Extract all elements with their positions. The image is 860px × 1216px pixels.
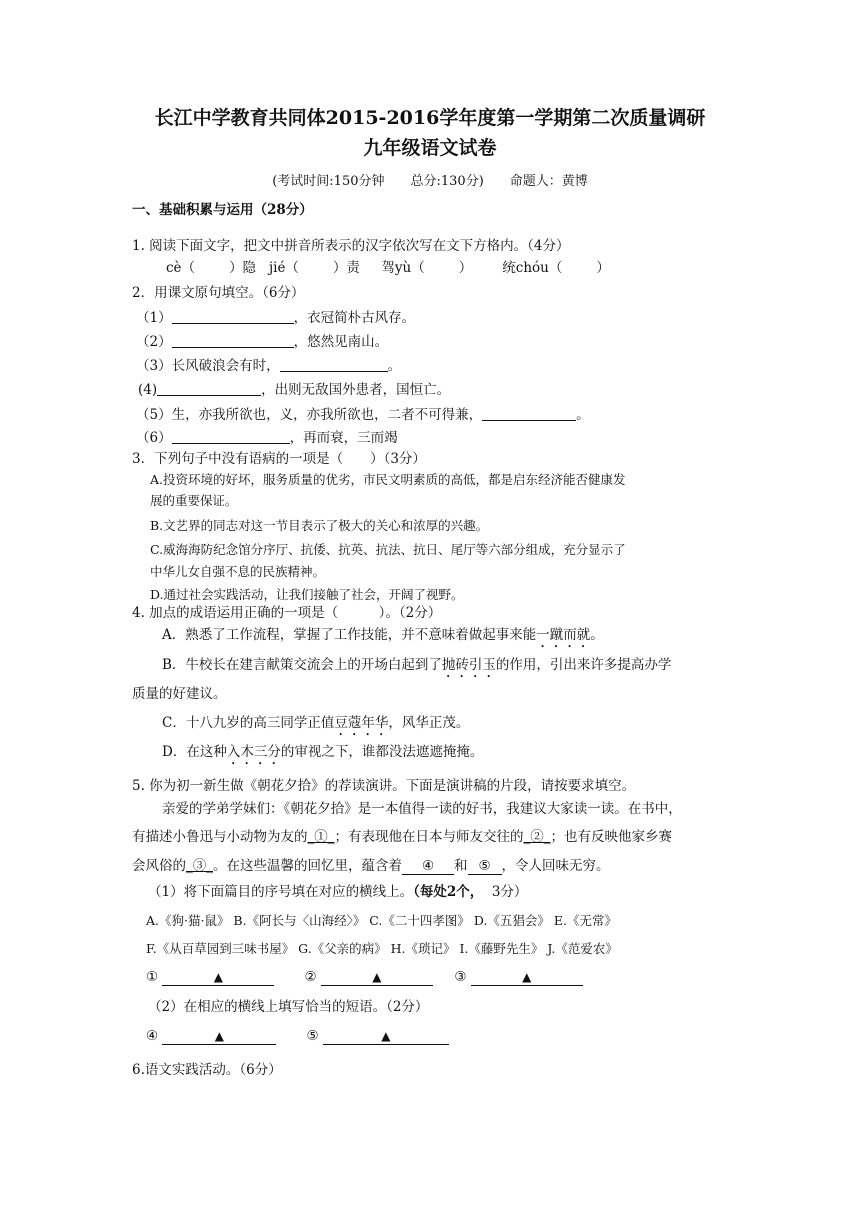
q2-item-4: (4) ，出则无敌国外患者，国恒亡。: [138, 382, 451, 398]
blank-marker-3: _③_: [186, 858, 213, 874]
answer-blank[interactable]: [321, 969, 433, 986]
q3-option-a: A.投资环境的好坏，服务质量的优劣，市民文明素质的高低，都是启东经济能否健康发: [150, 472, 626, 487]
q5-passage-line1: 亲爱的学弟学妹们：《朝花夕拾》是一本值得一读的好书，我建议大家读一读。在书中，: [162, 801, 682, 817]
answer-blank[interactable]: [162, 969, 274, 986]
q4-option-d: D．在这种入木三分的审视之下，谁都没法遮遮掩掩。: [162, 744, 484, 760]
dotted-idiom: 抛砖引玉: [441, 657, 496, 673]
exam-info: (考试时间:150分钟 总分:130分) 命题人：黄博: [272, 174, 588, 189]
answer-blank[interactable]: [280, 356, 388, 372]
triangle-icon: ▲: [372, 970, 382, 984]
triangle-icon: ▲: [213, 970, 224, 984]
dotted-idiom: 入木三分: [226, 744, 281, 760]
blank-marker-2: _②_: [523, 829, 551, 845]
q3-option-c: C.威海海防纪念馆分序厅、抗倭、抗英、抗法、抗日、尾厅等六部分组成，充分显示了: [150, 542, 626, 557]
q1-prompt: 1. 阅读下面文字，把文中拼音所表示的汉字依次写在文下方格内。（4分）: [132, 238, 570, 254]
q5-options-row1: A.《狗·猫·鼠》 B.《阿长与〈山海经〉》 C.《二十四孝图》 D.《五猖会》 E.《无常》: [146, 913, 617, 928]
answer-blank[interactable]: [162, 1028, 276, 1045]
q3-option-c-cont: 中华儿女自强不息的民族精神。: [150, 564, 326, 579]
q5-answer-row2: ④ ▲ ⑤ ▲: [146, 1026, 449, 1046]
q4-option-b: B．牛校长在建言献策交流会上的开场白起到了抛砖引玉的作用，引出来许多提高办学: [162, 657, 672, 673]
triangle-icon: ▲: [522, 970, 532, 984]
q2-item-3: （3）长风破浪会有时， 。: [136, 358, 402, 374]
exam-title-line2: 九年级语文试卷: [363, 137, 497, 159]
answer-blank[interactable]: [482, 405, 576, 421]
q4-option-b-cont: 质量的好建议。: [132, 686, 227, 702]
q3-option-d: D.通过社会实践活动，让我们接触了社会，开阔了视野。: [150, 587, 464, 602]
answer-blank[interactable]: [172, 428, 290, 444]
triangle-icon: ▲: [214, 1029, 225, 1043]
q5-answer-row1: ① ▲ ② ▲ ③ ▲: [146, 967, 583, 987]
q3-prompt: 3．下列句子中没有语病的一项是（ ）（3分）: [132, 451, 426, 467]
answer-blank[interactable]: [323, 1028, 449, 1045]
answer-blank[interactable]: [172, 308, 294, 324]
triangle-icon: ▲: [381, 1029, 391, 1043]
q3-option-a-cont: 展的重要保证。: [150, 493, 238, 508]
q2-item-6: （6） ，再而衰，三而竭: [136, 430, 398, 446]
blank-marker-4: ④: [402, 858, 454, 875]
q2-item-2: （2） ，悠然见南山。: [136, 334, 389, 350]
q4-option-a: A．熟悉了工作流程，掌握了工作技能，并不意味着做起事来能一蹴而就。: [162, 627, 604, 643]
exam-title-line1: 长江中学教育共同体2015-2016学年度第一学期第二次质量调研: [154, 107, 706, 129]
q5-options-row2: F.《从百草园到三味书屋》 G.《父亲的病》 H.《琐记》 I.《藤野先生》 J.《范爱农》: [146, 941, 618, 956]
q2-prompt: 2．用课文原句填空。（6分）: [132, 285, 305, 301]
answer-blank[interactable]: [157, 380, 261, 396]
q5-sub1: （1）将下面篇目的序号填在对应的横线上。（每处2个， 3分）: [148, 884, 528, 900]
dotted-idiom: 豆蔻年华: [334, 715, 389, 731]
q5-prompt: 5. 你为初一新生做《朝花夕拾》的荐读演讲。下面是演讲稿的片段，请按要求填空。: [132, 778, 636, 794]
q3-option-b: B.文艺界的同志对这一节目表示了极大的关心和浓厚的兴趣。: [150, 518, 489, 533]
q6-prompt: 6.语文实践活动。（6分）: [132, 1062, 282, 1078]
q2-item-5: （5）生，亦我所欲也，义，亦我所欲也，二者不可得兼， 。: [136, 407, 590, 423]
q4-option-c: C．十八九岁的高三同学正值豆蔻年华，风华正茂。: [162, 715, 470, 731]
q5-passage-line3: 会风俗的_③_。在这些温馨的回忆里，蕴含着 ④ 和 ⑤ ，令人回味无穷。: [132, 858, 610, 874]
q5-passage-line2: 有描述小鲁迅与小动物为友的_①_；有表现他在日本与师友交往的_②_；也有反映他家乡赛: [132, 829, 672, 845]
answer-blank[interactable]: [471, 969, 583, 986]
dotted-idiom: 一蹴而就: [536, 627, 591, 643]
blank-marker-1: _①_: [307, 829, 335, 845]
section-heading: 一、基础积累与运用（28分）: [132, 202, 313, 218]
q1-pinyin-row: cè（ ）隐 jié（ ）责 驾yù（ ） 统chóu（ ）: [166, 260, 610, 276]
blank-marker-5: ⑤: [468, 858, 502, 875]
q5-sub2: （2）在相应的横线上填写恰当的短语。（2分）: [148, 999, 429, 1015]
answer-blank[interactable]: [172, 332, 294, 348]
q4-prompt: 4. 加点的成语运用正确的一项是（ ）。（2分）: [132, 605, 442, 621]
q2-item-1: （1） ，衣冠简朴古风存。: [136, 310, 416, 326]
